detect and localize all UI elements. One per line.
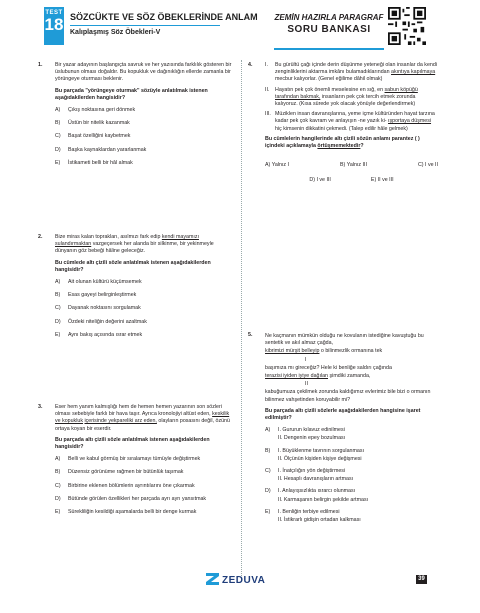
answer-option-c[interactable]: C) I. İnatçılığın yön değiştirmesi II. Hesaplı davranışların artması	[265, 468, 354, 483]
options-row-2	[265, 177, 438, 184]
option-text: Esas gayeyi belirginleştirmek	[68, 292, 137, 299]
title-divider	[70, 25, 220, 26]
statement-3: III. Müziklen insan davranışlarına, yeme içme kültüründen hayat tarzına kadar pek çok kavram ve anlayışın -ne yazık ki- ışportaya düşmesi hiç kimsenin dikkatini çekmedi. (Talep edilir hâle gelmek)	[265, 111, 435, 132]
answer-option-a[interactable]	[55, 107, 234, 114]
option-letter: B)	[55, 292, 61, 299]
page-number: 39	[416, 575, 427, 584]
question-stem: Eser hem yanım kalmışlığı hem de hemen hemen yazarının son sözleri olması sebebiyle farklı bir hava taşır. Ayrıca kronolojiyi altüst eden, keskilik ve kopukluk içerisinde yekpareliki arz eden, olayların posasını değil, özünü ortaya koyan bir eserdir.	[55, 404, 230, 432]
answer-option-b[interactable]: B) Yalnız III	[340, 162, 367, 169]
underlined-phrase: kibrimizi mürşit belleyip	[265, 348, 320, 355]
option-text: Başat özelliğini kaybetmek	[68, 133, 131, 140]
page-header	[0, 0, 480, 54]
answer-option-b[interactable]	[55, 292, 234, 299]
publisher-name: ZEDUVA	[222, 575, 266, 586]
publisher-logo	[206, 573, 265, 586]
section-title: SÖZCÜKTE VE SÖZ ÖBEKLERİNDE ANLAM	[70, 12, 258, 22]
answer-option-a[interactable]	[55, 279, 234, 286]
option-letter: C)	[55, 133, 61, 140]
option-letter: D)	[55, 318, 61, 325]
question-4	[248, 62, 438, 189]
option-letter: A)	[55, 456, 61, 463]
option-letter: D)	[55, 146, 61, 153]
question-number: 3.	[38, 404, 43, 410]
option-text: Çıkış noktasına geri dönmek	[68, 107, 136, 114]
option-text: Dayanak noktasını sorgulamak	[68, 305, 141, 312]
underlined-phrase: kendi mayamızı sulandırmaktan	[55, 234, 199, 248]
option-text: Üstün bir nitelik kazanmak	[68, 120, 130, 127]
option-text: Birbirine eklenen bölümlerin ayrıntılarını öne çıkarmak	[68, 482, 195, 489]
option-letter: E)	[55, 159, 61, 166]
question-number: 1.	[38, 62, 43, 68]
option-letter: C)	[55, 305, 61, 312]
book-brand-line2: SORU BANKASI	[287, 24, 371, 35]
option-letter: E)	[55, 509, 61, 516]
question-number: 4.	[248, 62, 253, 68]
question-3	[38, 404, 234, 522]
qr-code-icon	[388, 7, 426, 45]
option-letter: D)	[55, 495, 61, 502]
question-stem: Bize miras kalan toprakları, asılmızı fark edip kendi mayamızı sulandırmaktan vazgeçersek her alanda bir silkinme, bir yekinmeyle dünyanın göz bebeği hâline geleceğiz.	[55, 234, 214, 255]
option-letter: B)	[55, 469, 61, 476]
section-subtitle: Kalıplaşmış Söz Öbekleri-V	[70, 29, 161, 36]
option-text: Belli ve kabul görmüş bir sıralamayı tümüyle değiştirmek	[68, 456, 201, 463]
book-brand-line1: ZEMİN HAZIRLA PARAGRAF	[274, 13, 384, 22]
answer-option-b[interactable]	[55, 120, 234, 127]
option-letter: E)	[55, 331, 61, 338]
option-text: Bütünde görülen özellikleri her parçada ayrı ayrı yansıtmak	[68, 495, 207, 502]
zeduva-mark-icon	[206, 573, 219, 585]
answer-option-e[interactable]	[55, 509, 234, 516]
answer-option-a[interactable]: A) I. Gururun kılavuz edinilmesi II. Dengenin epey bozulması	[265, 427, 346, 442]
brand-divider	[274, 48, 384, 50]
underlined-phrase: ışportaya düşmesi	[388, 118, 432, 125]
answer-option-e[interactable]	[55, 160, 234, 167]
underlined-phrase: sabun köpüğü tarafından bakmak,	[275, 86, 418, 100]
column-divider	[241, 60, 242, 580]
underlined-phrase: keskilik ve kopukluk	[55, 411, 230, 425]
test-number: 18	[44, 15, 64, 34]
underlined-phrase: terazisi iyiden iyiye dağılan	[265, 373, 329, 380]
question-prompt: Bu parçada altı çizili sözle anlatılmak istenen aşağıdakilerden hangisidir?	[55, 436, 210, 451]
book-brand	[274, 8, 384, 46]
answer-option-d[interactable]: D) I. Anlayışsızlıkta ısrarcı olunması II. Karmaşanın belirgin şekilde artması	[265, 488, 369, 503]
option-text: İstikameti belli bir hâl almak	[68, 159, 133, 166]
answer-option-e[interactable]: E) I. Benliğin terbiye edilmesi II. İstikrarlı gidişin ortadan kalkması	[265, 508, 361, 524]
option-letter: A)	[55, 279, 61, 286]
option-letter: C)	[55, 482, 61, 489]
answer-option-d[interactable]	[55, 319, 234, 326]
answer-option-a[interactable]	[55, 456, 234, 463]
underlined-phrase: akıntıya kapılmaya	[391, 69, 436, 76]
stem-line: başımıza mı gireceğiz? Hele ki benliğe saldırı çağında	[265, 364, 392, 371]
question-prompt: Bu cümlede altı çizili sözle anlatılmak istenen aşağıdakilerden hangisidir?	[55, 259, 211, 273]
stem-line: kabuğumuza çekilmek zorunda kaldığımız evlerimiz bile bizi o ormanın bilinmez vahşetinden koruyabilir mi?	[265, 389, 431, 403]
question-stem: Bir yazar adayının başlangıçta savruk ve her yazısında farklılık gösteren bir üslubunun olması doğaldır. Bu kopukluk ve dağınıklığın ellerde zamanla bir yörüngeye oturması beklenir.	[55, 62, 232, 83]
option-text: Başka kaynaklardan yararlanmak	[68, 146, 147, 153]
option-letter: A)	[55, 107, 61, 114]
answer-option-e[interactable]	[55, 332, 234, 339]
option-text: Sürekliliğin kesildiği aşamalarda belli bir denge kurmak	[68, 509, 197, 516]
option-letter: B)	[55, 120, 61, 127]
statement-1: I. Bu gürültü çağı içinde derin düşünme yeteneği olan insanlar da kendi zenginliklerini aktarma imkânı bulamadıklarından akıntıya kapılmaya mecbur kalıyorlar. (Genel eğilime dâhil olmak)	[265, 62, 437, 83]
answer-option-c[interactable]	[55, 305, 234, 312]
underline-marker-2: II	[305, 381, 308, 388]
stem-line: kibrimizi mürşit belleyip o bilinmezlik ormanına tek	[265, 348, 383, 355]
question-5	[248, 332, 438, 529]
question-prompt: Bu cümlelerin hangilerinde altı çizili sözün anlamı parantez ( ) içindeki açıklamayla örtüşmemektedir?	[265, 135, 420, 150]
answer-option-c[interactable]	[55, 483, 234, 490]
answer-option-c[interactable]	[55, 133, 234, 140]
question-prompt: Bu parçada altı çizili sözlerle aşağıdakilerden hangisine işaret edilmiştir?	[265, 407, 421, 422]
option-text: Ait olunan kültürü küçümsemek	[68, 279, 142, 286]
test-label: TEST	[45, 10, 63, 16]
question-2	[38, 234, 234, 345]
answer-option-b[interactable]: B) I. Büyüklenme tavrının sorgulanması II. Ölçünün kişiden kişiye değişmesi	[265, 447, 364, 462]
option-text: Özdeki niteliğin değerini azaltmak	[68, 318, 147, 325]
option-text: Düzensiz görünüme rağmen bir bütünlük taşımak	[68, 469, 184, 476]
answer-option-d[interactable]	[55, 496, 234, 503]
answer-option-e[interactable]: E) II ve III	[370, 177, 394, 184]
answer-option-d[interactable]: D) I ve III	[309, 177, 331, 184]
underline-marker-1: I	[305, 356, 307, 363]
question-number: 2.	[38, 234, 43, 240]
stem-line: terazisi iyiden iyiye dağılan şimdiki zamanda,	[265, 373, 371, 380]
question-number: 5.	[248, 332, 253, 338]
options-row-1	[265, 162, 438, 169]
answer-option-d[interactable]	[55, 147, 234, 154]
statement-2: II. Hayatın pek çok önemli meselesine en sığ, en sabun köpüğü tarafından bakmak, insanların pek çok tercih etmek zorunda kalıyoruz. (Kısa sürede yok olacak yönüyle değerlendirmek)	[265, 86, 418, 108]
answer-option-a[interactable]: A) Yalnız I	[265, 162, 289, 169]
option-text: Aynı bakış açısında ısrar etmek	[68, 331, 143, 338]
question-1	[38, 62, 234, 173]
test-badge	[44, 7, 64, 45]
underlined-phrase: içerisinde yekpareliki arz eden,	[84, 418, 157, 425]
question-prompt: Bu parçada "yörüngeye oturmak" sözüyle anlatılmak istenen aşağıdakilerden hangisidir?	[55, 87, 208, 101]
answer-option-b[interactable]	[55, 469, 234, 476]
stem-line: Ne kaçmanın mümkün olduğu ne kovulanın istediğine kavuştuğu bu sentetik ve akıl almaz çağda,	[265, 333, 424, 347]
answer-option-c[interactable]: C) I ve II	[417, 162, 438, 169]
